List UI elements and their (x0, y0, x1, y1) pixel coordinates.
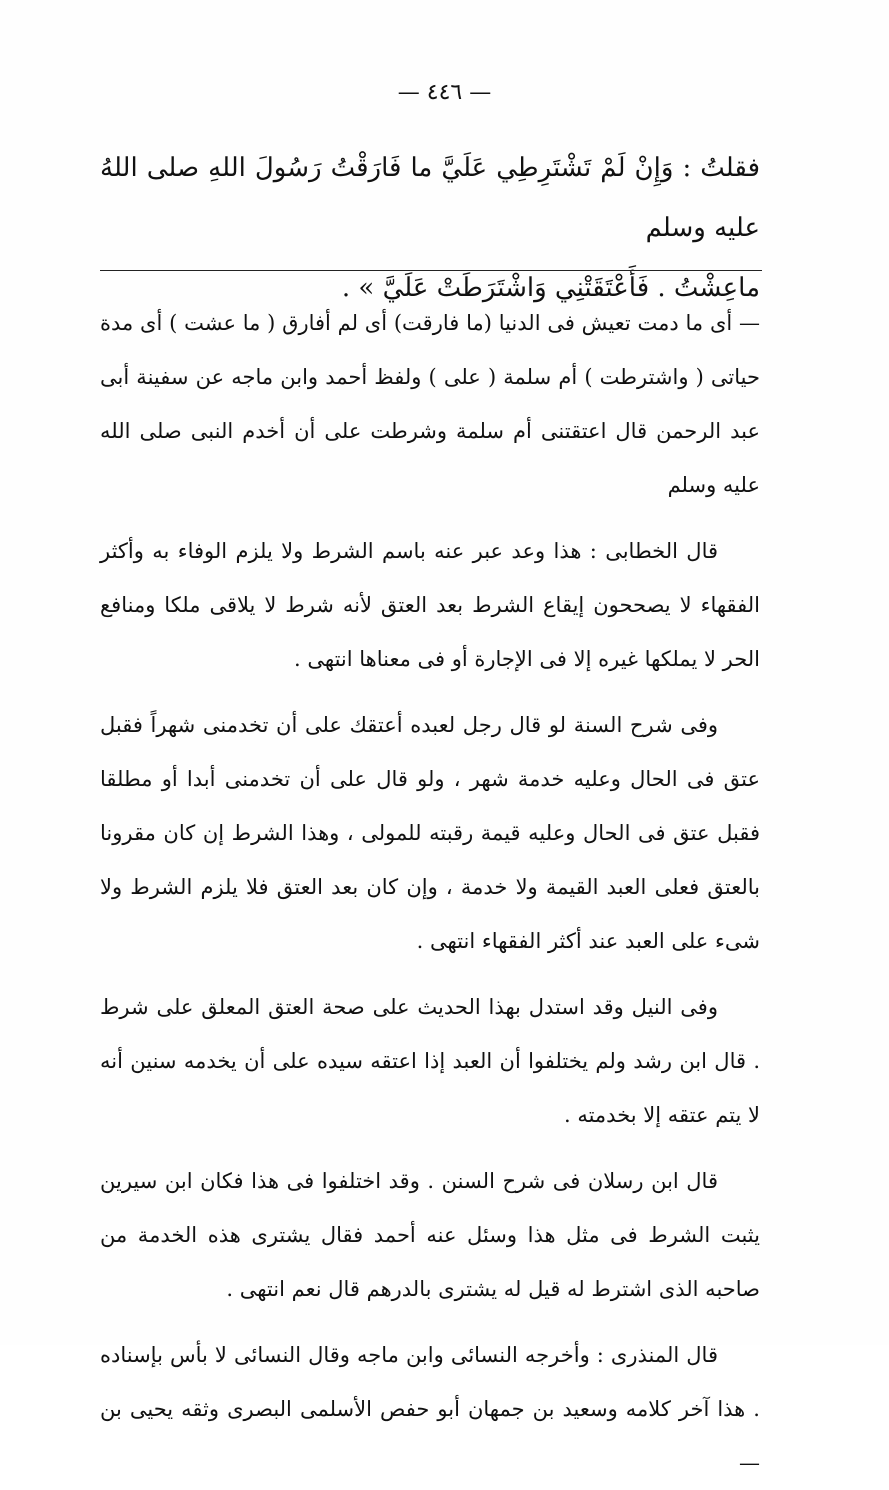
commentary-paragraph-4: وفى النيل وقد استدل بهذا الحديث على صحة العتق المعلق على شرط . قال ابن رشد ولم يختلفوا أن العبد إذا اعتقه سيده على أن يخدمه سنين أنه لا يتم عتقه إلا بخدمته . (100, 995, 760, 1127)
hadith-line-2: ماعِشْتُ . فَأَعْتَقَتْنِي وَاشْتَرَطَتْ عَلَيَّ » . (341, 273, 760, 303)
commentary-paragraph-3: وفى شرح السنة لو قال رجل لعبده أعتقك على أن تخدمنى شهراً فقبل عتق فى الحال وعليه خدمة شهر ، ولو قال على أن تخدمنى أبدا أو مطلقا فقبل عتق فى الحال وعليه قيمة رقبته للمولى ، وهذا الشرط إن كان مقرونا بالعتق فعلى العبد القيمة ولا خدمة ، وإن كان بعد العتق فلا يلزم الشرط ولا شىء على العبد عند أكثر الفقهاء انتهى . (100, 713, 760, 953)
commentary-paragraph-5: قال ابن رسلان فى شرح السنن . وقد اختلفوا فى هذا فكان ابن سيرين يثبت الشرط فى مثل هذا وسئل عنه أحمد فقال يشترى هذه الخدمة من صاحبه الذى اشترط له قيل له يشترى بالدرهم قال نعم انتهى . (100, 1169, 760, 1301)
page-number: — ٤٤٦ — (397, 80, 492, 105)
commentary-paragraph-6: قال المنذرى : وأخرجه النسائى وابن ماجه وقال النسائى لا بأس بإسناده . هذا آخر كلامه وسعيد بن جمهان أبو حفص الأسلمى البصرى وثقه يحيى بن — (100, 1343, 760, 1475)
footnote-separator (100, 270, 762, 271)
commentary-paragraph-2: قال الخطابى : هذا وعد عبر عنه باسم الشرط ولا يلزم الوفاء به وأكثر الفقهاء لا يصححون إيقاع الشرط بعد العتق لأنه شرط لا يلاقى ملكا ومنافع الحر لا يملكها غيره إلا فى الإجارة أو فى معناها انتهى . (100, 539, 760, 671)
hadith-text (100, 138, 760, 318)
hadith-line-1: فقلتُ : وَإِنْ لَمْ تَشْتَرِطِي عَلَيَّ ما فَارَقْتُ رَسُولَ اللهِ صلى اللهُ عليه وسلم (100, 153, 760, 243)
commentary-text (100, 296, 760, 1490)
commentary-paragraph-1: — أى ما دمت تعيش فى الدنيا (ما فارقت) أى لم أفارق ( ما عشت ) أى مدة حياتى ( واشترطت ) أم سلمة ( على ) ولفظ أحمد وابن ماجه عن سفينة أبى عبد الرحمن قال اعتقتنى أم سلمة وشرطت على أن أخدم النبى صلى الله عليه وسلم (100, 311, 760, 497)
